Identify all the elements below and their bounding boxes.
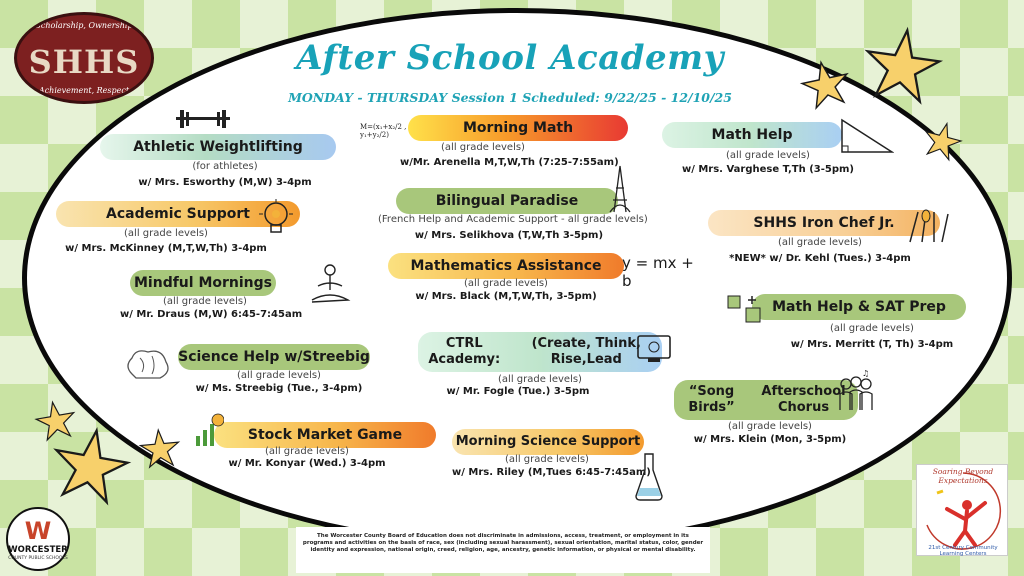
district-name: WORCESTER [8,545,68,555]
soar-subtitle: 21st Century Community Learning Centers [928,545,998,557]
program-math-help-sat-prep: Math Help & SAT Prep [752,294,966,320]
program-teacher: w/ Mrs. McKinney (M,T,W,Th) 3-4pm [65,243,267,254]
program-levels: (all grade levels) [728,421,812,432]
shhs-logo [14,12,154,104]
program-levels: (for athletes) [192,161,258,172]
midpoint-formula: M=(x₁+x₂/2 , y₁+y₂/2) [360,123,407,139]
stock-chart-icon [194,412,224,448]
program-athletic-weightlifting: Athletic Weightlifting [100,134,336,160]
program-levels: (all grade levels) [163,296,247,307]
program-teacher: w/ Mrs. Riley (M,Tues 6:45-7:45am) [452,467,651,478]
chorus-singers-icon [836,370,876,412]
district-sub: COUNTY PUBLIC SCHOOLS [8,556,68,561]
program-name-line2: (Create, Think, Rise,Lead [531,336,641,367]
program-name-line1: “Song Birds” [688,384,735,415]
dumbbell-icon [176,108,230,130]
computer-icon [636,334,672,366]
program-teacher: w/ Mr. Draus (M,W) 6:45-7:45am [120,309,303,320]
soar-title: Soaring Beyond Expectations [932,467,994,485]
program-teacher: w/ Mrs. Varghese T,Th (3-5pm) [681,164,855,175]
page-title: After School Academy [296,38,724,78]
program-levels: (all grade levels) [498,374,582,385]
program-teacher: w/ Mr. Fogle (Tue.) 3-5pm [446,386,590,397]
logo-name: SHHS [28,43,140,81]
program-teacher: *NEW* w/ Dr. Kehl (Tues.) 3-4pm [729,253,911,264]
program-teacher: w/ Mr. Konyar (Wed.) 3-4pm [228,458,386,469]
program-mindful-mornings: Mindful Mornings [130,270,276,296]
program-morning-science-support: Morning Science Support [452,429,644,455]
linear-equation: y = mx + b [622,254,694,290]
svg-text:♫: ♫ [862,370,870,378]
kitchen-utensils-icon [904,208,954,244]
flask-icon [634,452,664,502]
soaring-beyond-logo [916,464,1008,556]
lightbulb-icon [256,198,296,236]
program-iron-chef: SHHS Iron Chef Jr. [708,210,940,236]
program-levels: (all grade levels) [441,142,525,153]
logo-bottom-text: Achievement, Respect [38,86,130,95]
program-morning-math: Morning Math [408,115,628,141]
program-stock-market-game: Stock Market Game [214,422,436,448]
program-math-help: Math Help [662,122,842,148]
district-letter: W [24,517,52,545]
program-teacher: w/ Mrs. Selikhova (T,W,Th 3-5pm) [414,230,604,241]
program-song-birds-chorus [674,380,858,420]
program-teacher: w/ Mrs. Klein (Mon, 3-5pm) [693,434,847,445]
eiffel-tower-icon [600,164,640,214]
math-symbols-icon [726,292,766,326]
program-levels: (French Help and Academic Support - all grade levels) [378,214,648,225]
brain-icon [122,346,172,386]
program-teacher: w/ Mrs. Merritt (T, Th) 3-4pm [790,339,954,350]
meditation-icon [308,262,352,308]
program-levels: (all grade levels) [778,237,862,248]
program-levels: (all grade levels) [830,323,914,334]
program-name-line1: CTRL Academy: [428,336,501,367]
program-teacher: w/ Mrs. Esworthy (M,W) 3-4pm [138,177,312,188]
program-levels: (all grade levels) [237,370,321,381]
program-teacher: w/ Ms. Streebig (Tue., 3-4pm) [195,383,363,394]
program-science-help: Science Help w/Streebig [178,344,370,370]
page-subtitle: MONDAY - THURSDAY Session 1 Scheduled: 9/22/25 - 12/10/25 [288,90,732,105]
program-levels: (all grade levels) [726,150,810,161]
program-levels: (all grade levels) [265,446,349,457]
logo-top-text: Scholarship, Ownership [35,21,133,30]
nondiscrimination-disclaimer: The Worcester County Board of Education does not discriminate in admissions, access, treatment, or employment in its programs and activities on the basis of race, sex (including sexual harassment), sexual orientation, marital status, color, gender identity and expression, national origin, creed, religion, age, ancestry, genetic information, or physical or mental disability. [296,527,710,573]
program-bilingual-paradise: Bilingual Paradise [396,188,618,214]
program-levels: (all grade levels) [464,278,548,289]
worcester-logo [6,507,70,571]
program-ctrl-academy [418,332,662,372]
program-academic-support: Academic Support [56,201,300,227]
triangle-icon [840,116,894,158]
program-teacher: w/ Mrs. Black (M,T,W,Th, 3-5pm) [415,291,597,302]
program-name-line2: Afterschool Chorus [761,384,846,415]
program-mathematics-assistance: Mathematics Assistance [388,253,624,279]
program-levels: (all grade levels) [505,454,589,465]
program-teacher: w/Mr. Arenella M,T,W,Th (7:25-7:55am) [400,157,619,168]
program-levels: (all grade levels) [124,228,208,239]
